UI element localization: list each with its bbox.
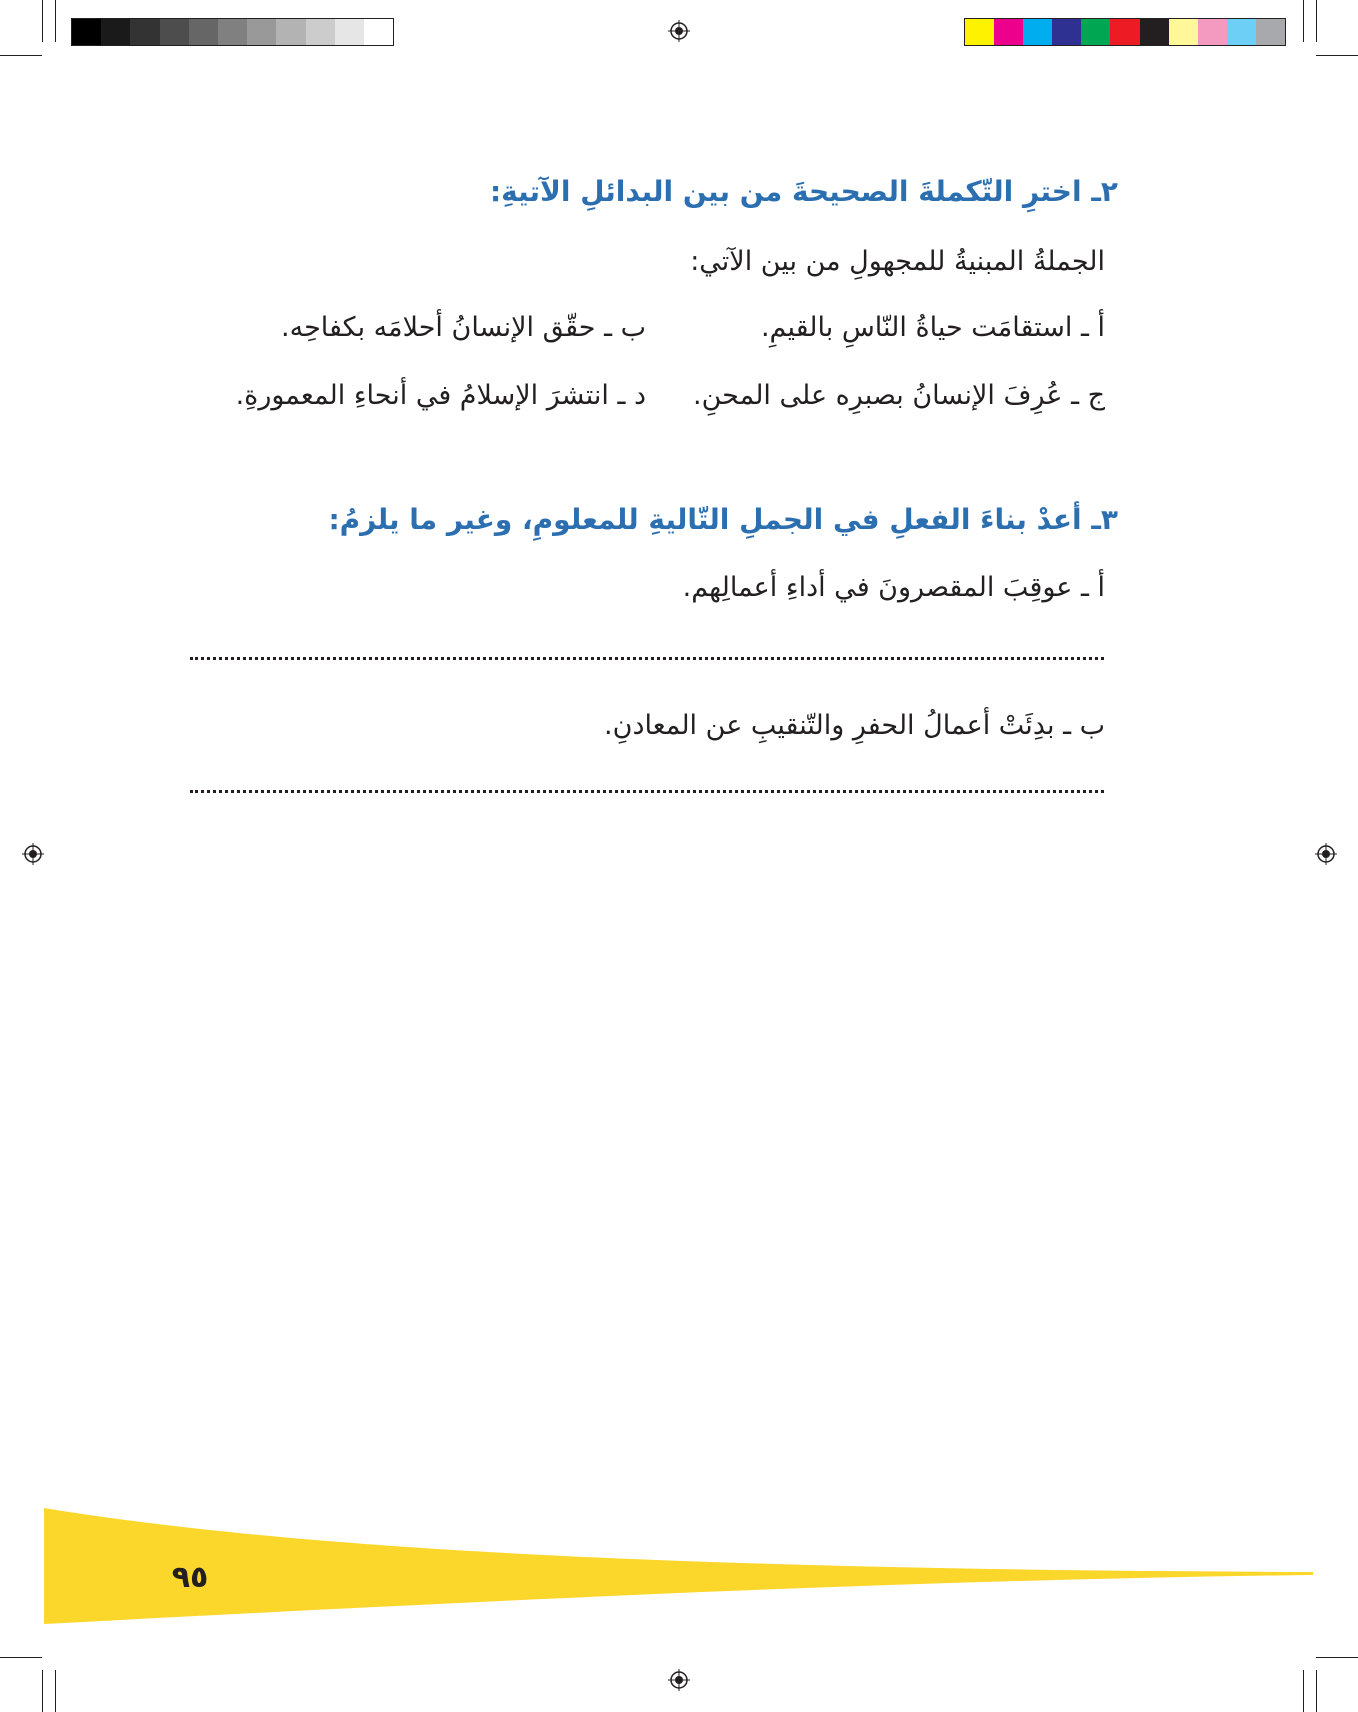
color-swatch [994,19,1023,45]
registration-mark-icon [668,20,690,42]
color-swatch [965,19,994,45]
color-swatch [1081,19,1110,45]
color-swatch [1169,19,1198,45]
color-swatch [1110,19,1139,45]
option-d: د ـ انتشرَ الإسلامُ في أنحاءِ المعمورةِ. [235,380,646,411]
grayscale-swatch [364,19,393,45]
color-swatch [1227,19,1256,45]
grayscale-swatch [276,19,305,45]
page-number: ٩٥ [171,1560,209,1595]
option-c: ج ـ عُرِفَ الإنسانُ بصبرِه على المحنِ. [693,380,1105,411]
grayscale-swatch [306,19,335,45]
registration-mark-icon [668,1669,690,1691]
color-swatch [1256,19,1285,45]
grayscale-swatch [335,19,364,45]
color-swatch [1198,19,1227,45]
color-swatch [1140,19,1169,45]
question-2-prompt: الجملةُ المبنيةُ للمجهولِ من بين الآتي: [690,246,1105,277]
registration-mark-icon [22,843,44,865]
grayscale-swatch [218,19,247,45]
item-b: ب ـ بدِئَتْ أعمالُ الحفرِ والتّنقيبِ عن المعادنِ. [604,710,1105,741]
grayscale-swatch [101,19,130,45]
question-3-heading: ٣ـ أعدْ بناءَ الفعلِ في الجملِ التّاليةِ للمعلومِ، وغير ما يلزمُ: [328,503,1118,536]
grayscale-swatch [72,19,101,45]
color-swatch [1052,19,1081,45]
option-a: أ ـ استقامَت حياةُ النّاسِ بالقيمِ. [760,312,1105,343]
item-a: أ ـ عوقِبَ المقصرونَ في أداءِ أعمالِهم. [682,572,1105,603]
question-2-heading: ٢ـ اخترِ التّكملةَ الصحيحةَ من بين البدائلِ الآتيةِ: [489,175,1118,208]
grayscale-calibration-bar [71,18,394,46]
grayscale-swatch [160,19,189,45]
option-b: ب ـ حقّق الإنسانُ أحلامَه بكفاحِه. [281,312,646,343]
grayscale-swatch [130,19,159,45]
color-swatch [1023,19,1052,45]
color-calibration-bar [964,18,1286,46]
grayscale-swatch [189,19,218,45]
answer-line-a[interactable] [190,657,1104,660]
registration-mark-icon [1315,843,1337,865]
answer-line-b[interactable] [190,790,1104,793]
grayscale-swatch [247,19,276,45]
